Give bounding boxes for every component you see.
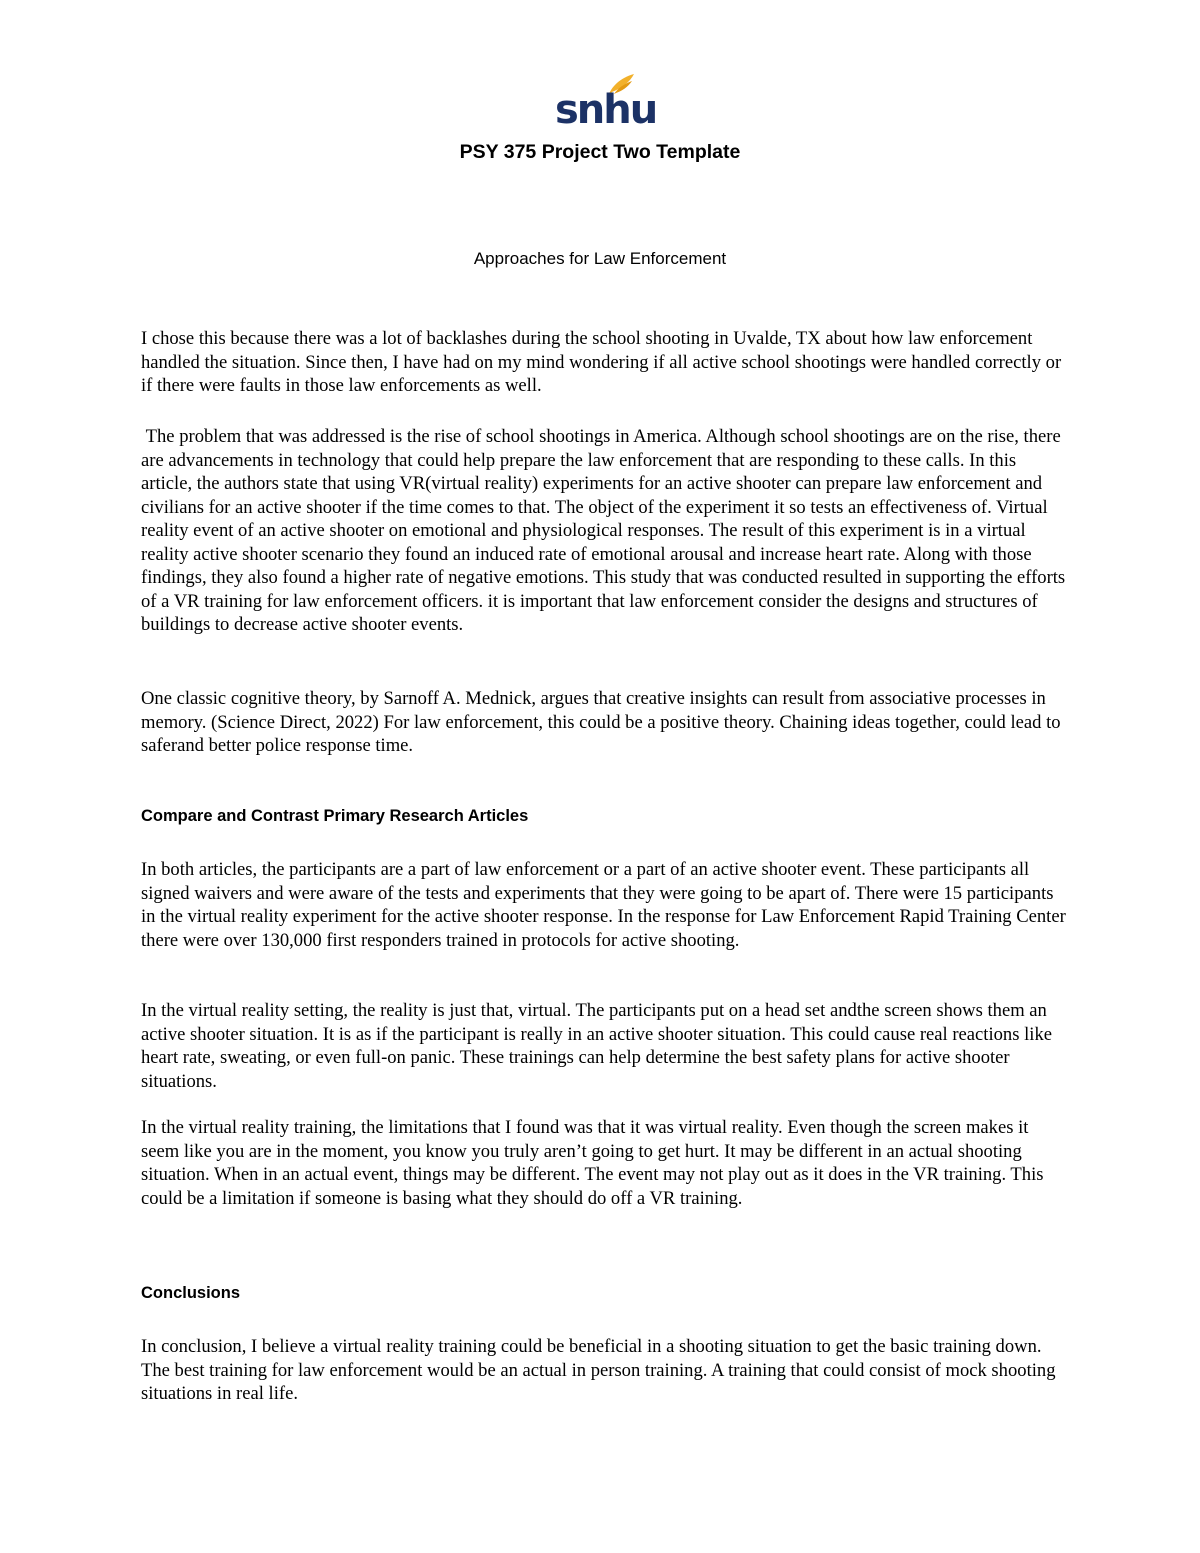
- paragraph: In the virtual reality setting, the reality is just that, virtual. The participants put on a head set andthe screen shows them an active shooter situation. It is as if the participant is really in an active shooter situation. This could cause real reactions like heart rate, sweating, or even full-on panic. These trainings can help determine the best safety plans for active shooter situations.: [141, 1000, 1052, 1092]
- section-heading-compare: Compare and Contrast Primary Research Articles: [141, 807, 529, 825]
- paragraph: The problem that was addressed is the rise of school shootings in America. Although school shootings are on the rise, there are advancements in technology that could help prepare the law enforcement that are responding to these calls. In this article, the authors state that using VR(virtual reality) experiments for an active shooter can prepare law enforcement and civilians for an active shooter if the time comes to that. The object of the experiment it so tests an effectiveness of. Virtual reality event of an active shooter on emotional and physiological responses. The result of this experiment is in a virtual reality active shooter scenario they found an induced rate of emotional arousal and increase heart rate. Along with those findings, they also found a higher rate of negative emotions. This study that was conducted resulted in supporting the efforts of a VR training for law enforcement officers. it is important that law enforcement consider the designs and structures of buildings to decrease active shooter events.: [141, 426, 1070, 635]
- snhu-logo: [548, 72, 657, 134]
- paragraph: In both articles, the participants are a part of law enforcement or a part of an active shooter event. These participants all signed waivers and were aware of the tests and experiments that they were going to be apart of. There were 15 participants in the virtual reality experiment for the active shooter response. In the response for Law Enforcement Rapid Training Center there were over 130,000 first responders trained in protocols for active shooting.: [141, 859, 1066, 951]
- document-subtitle: Approaches for Law Enforcement: [473, 249, 727, 268]
- document-title: PSY 375 Project Two Template: [459, 141, 741, 163]
- paragraph: In the virtual reality training, the limitations that I found was that it was virtual reality. Even though the screen makes it seem like you are in the moment, you know you truly aren’t going to get hurt. It may be different in an actual shooting situation. When in an actual event, things may be different. The event may not play out as it does in the VR training. This could be a limitation if someone is basing what they should do off a VR training.: [141, 1117, 1044, 1209]
- paragraph: In conclusion, I believe a virtual reality training could be beneficial in a shooting situation to get the basic training down. The best training for law enforcement would be an actual in person training. A training that could consist of mock shooting situations in real life.: [141, 1336, 1056, 1404]
- paragraph: One classic cognitive theory, by Sarnoff A. Mednick, argues that creative insights can result from associative processes in memory. (Science Direct, 2022) For law enforcement, this could be a positive theory. Chaining ideas together, could lead to saferand better police response time.: [141, 688, 1061, 756]
- section-heading-conclusions: Conclusions: [141, 1284, 241, 1302]
- logo-wordmark: snhu: [555, 87, 657, 133]
- paragraph: I chose this because there was a lot of backlashes during the school shooting in Uvalde, TX about how law enforcement handled the situation. Since then, I have had on my mind wondering if all active school shootings were handled correctly or if there were faults in those law enforcements as well.: [141, 328, 1062, 396]
